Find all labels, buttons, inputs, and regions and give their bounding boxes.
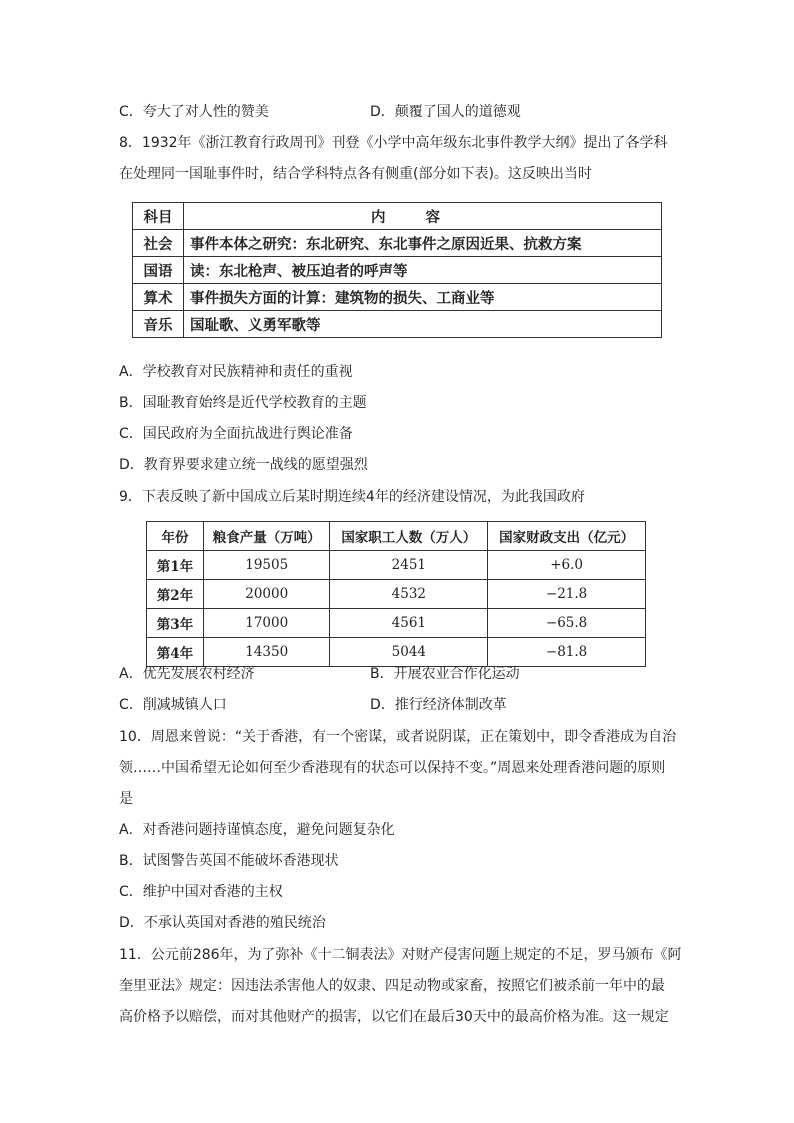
q9-workers: 4561: [330, 609, 488, 638]
q9-option-c: C．削减城镇人口: [119, 697, 227, 713]
q9-year: 第2年: [147, 580, 204, 609]
q9-year: 第4年: [147, 638, 204, 667]
q9-workers: 5044: [330, 638, 488, 667]
table-row: [133, 311, 662, 338]
q9-expenditure: −21.8: [488, 580, 646, 609]
q9-year: 第3年: [147, 609, 204, 638]
q9-option-d: D．推行经济体制改革: [370, 697, 507, 713]
q9-grain: 19505: [204, 551, 330, 580]
q9-header-grain: 粮食产量（万吨）: [204, 522, 330, 551]
table-row: [133, 284, 662, 311]
q10-option-d: D．不承认英国对香港的殖民统治: [119, 915, 326, 931]
q9-workers: 4532: [330, 580, 488, 609]
q9-header-workers: 国家职工人数（万人）: [330, 522, 488, 551]
q8-option-a: A．学校教育对民族精神和责任的重视: [119, 364, 353, 380]
q8-content: 读：东北枪声、被压迫者的呼声等: [184, 257, 662, 284]
q8-option-d: D．教育界要求建立统一战线的愿望强烈: [119, 457, 368, 473]
q8-content: 事件本体之研究：东北研究、东北事件之原因近果、抗救方案: [184, 230, 662, 257]
q8-stem-line-1: 8．1932年《浙江教育行政周刊》刊登《小学中高年级东北事件教学大纲》提出了各学科: [119, 135, 668, 151]
q8-table: [132, 202, 662, 338]
q11-stem-line-3: 高价格予以赔偿，而对其他财产的损害，以它们在最后30天中的最高价格为准。这一规定: [119, 1009, 669, 1025]
q11-stem-line-1: 11．公元前286年，为了弥补《十二铜表法》对财产侵害问题上规定的不足，罗马颁布《阿: [119, 947, 682, 963]
q8-subject: 算术: [133, 284, 184, 311]
q8-stem-line-2: 在处理同一国耻事件时，结合学科特点各有侧重(部分如下表)。这反映出当时: [119, 166, 592, 182]
q8-table-header-subject: 科目: [133, 203, 184, 230]
q10-stem-line-2: 领……中国希望无论如何至少香港现有的状态可以保持不变。”周恩来处理香港问题的原则: [119, 760, 666, 776]
table-row: [147, 551, 646, 580]
q8-content: 事件损失方面的计算：建筑物的损失、工商业等: [184, 284, 662, 311]
q9-header-year: 年份: [147, 522, 204, 551]
q11-stem-line-2: 奎里亚法》规定：因违法杀害他人的奴隶、四足动物或家畜，按照它们被杀前一年中的最: [119, 978, 665, 994]
q8-option-b: B．国耻教育始终是近代学校教育的主题: [119, 395, 367, 411]
q8-content: 国耻歌、义勇军歌等: [184, 311, 662, 338]
q9-expenditure: +6.0: [488, 551, 646, 580]
q10-option-a: A．对香港问题持谨慎态度，避免问题复杂化: [119, 822, 395, 838]
table-row: [133, 230, 662, 257]
q9-header-expenditure: 国家财政支出（亿元）: [488, 522, 646, 551]
q9-workers: 2451: [330, 551, 488, 580]
q8-table-header-content: 内容: [184, 203, 662, 230]
q8-option-c: C．国民政府为全面抗战进行舆论准备: [119, 426, 353, 442]
q8-subject: 国语: [133, 257, 184, 284]
q10-stem-line-1: 10．周恩来曾说：“关于香港，有一个密谋，或者说阴谋，正在策划中，即令香港成为自治: [119, 729, 677, 745]
q7-option-d: D．颠覆了国人的道德观: [370, 104, 521, 120]
table-row: [147, 609, 646, 638]
q9-expenditure: −81.8: [488, 638, 646, 667]
q9-table: [146, 521, 646, 667]
q10-option-b: B．试图警告英国不能破坏香港现状: [119, 853, 339, 869]
table-row: [147, 638, 646, 667]
q9-expenditure: −65.8: [488, 609, 646, 638]
q9-stem: 9．下表反映了新中国成立后某时期连续4年的经济建设情况，为此我国政府: [119, 489, 585, 505]
q8-subject: 音乐: [133, 311, 184, 338]
q9-grain: 14350: [204, 638, 330, 667]
table-row: [147, 580, 646, 609]
q9-option-b: B．开展农业合作化运动: [370, 666, 520, 682]
q10-option-c: C．维护中国对香港的主权: [119, 884, 283, 900]
q8-subject: 社会: [133, 230, 184, 257]
q9-year: 第1年: [147, 551, 204, 580]
q9-option-a: A．优先发展农村经济: [119, 666, 255, 682]
q7-option-c: C．夸大了对人性的赞美: [119, 104, 269, 120]
q9-grain: 20000: [204, 580, 330, 609]
q9-grain: 17000: [204, 609, 330, 638]
q10-stem-line-3: 是: [119, 791, 133, 807]
table-row: [133, 257, 662, 284]
